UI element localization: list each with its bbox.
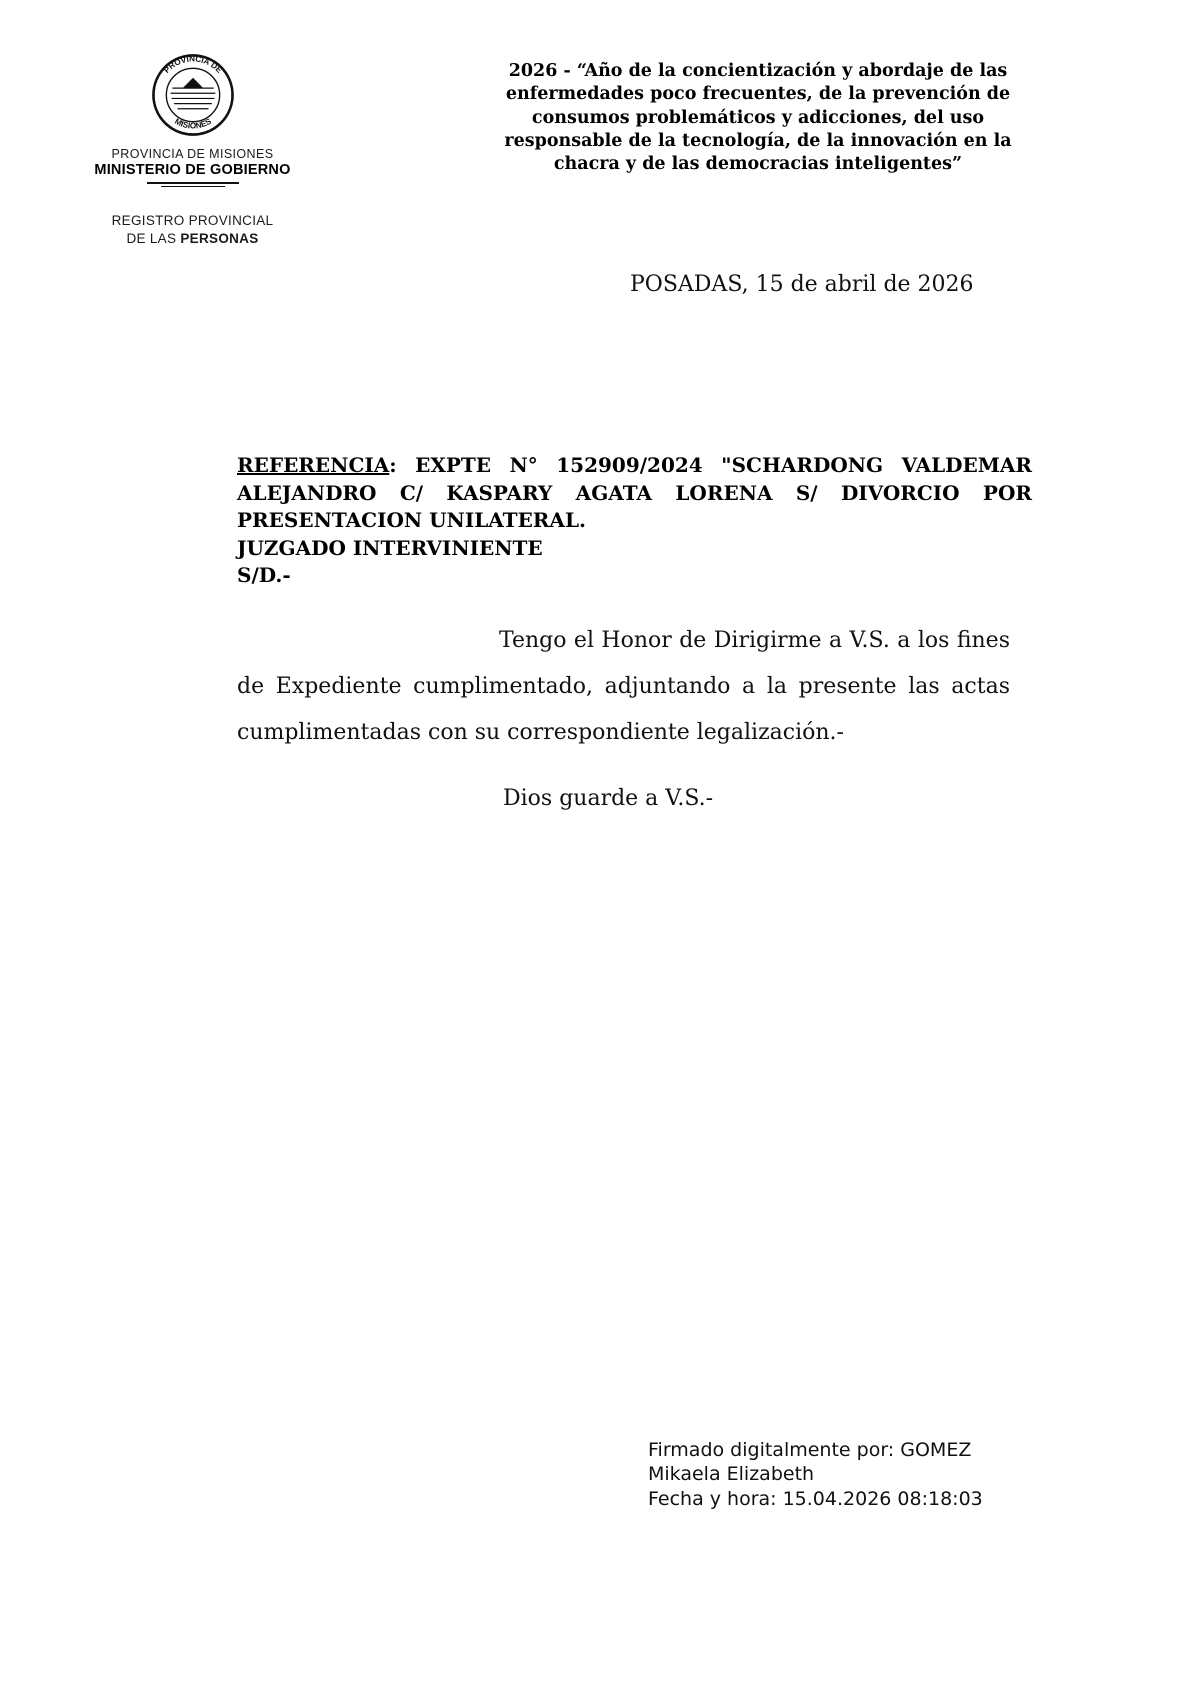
digital-signature-block bbox=[648, 1438, 983, 1511]
province-name: PROVINCIA DE MISIONES bbox=[111, 147, 274, 161]
reference-block bbox=[237, 452, 1032, 590]
registry-name-line2-bold: PERSONAS bbox=[180, 231, 259, 246]
reference-text: : EXPTE N° 152909/2024 "SCHARDONG VALDEMAR ALEJANDRO C/ KASPARY AGATA LORENA S/ DIVORCIO POR PRESENTACION UNILATERAL. bbox=[237, 453, 1032, 533]
date-line: POSADAS, 15 de abril de 2026 bbox=[630, 272, 974, 297]
reference-court-line: JUZGADO INTERVINIENTE bbox=[237, 535, 543, 560]
svg-text:PROVINCIA DE bbox=[162, 54, 224, 75]
provincial-seal-icon bbox=[150, 52, 236, 143]
header-divider bbox=[80, 182, 305, 187]
seal-top-text: PROVINCIA DE bbox=[161, 54, 224, 75]
body-paragraph: Tengo el Honor de Dirigirme a V.S. a los fines de Expediente cumplimentado, adjuntando a la presente las actas cumplimentadas con su correspondiente legalización.- bbox=[237, 628, 1010, 745]
header-left-block bbox=[80, 52, 305, 246]
reference-label: REFERENCIA bbox=[237, 453, 390, 477]
signature-line1: Firmado digitalmente por: GOMEZ bbox=[648, 1439, 972, 1461]
signature-line3: Fecha y hora: 15.04.2026 08:18:03 bbox=[648, 1487, 983, 1510]
year-motto: 2026 - “Año de la concientización y abordaje de las enfermedades poco frecuentes, de la prevención de consumos problemáticos y adicciones, del uso responsable de la tecnología, de la innovación en la chacra y de las democracias inteligentes” bbox=[504, 61, 1012, 175]
signature-line2: Mikaela Elizabeth bbox=[648, 1463, 815, 1486]
reference-sd-line: S/D.- bbox=[237, 563, 291, 588]
registry-name-line1: REGISTRO PROVINCIAL bbox=[111, 213, 274, 228]
registry-name-line2-normal: DE LAS bbox=[126, 231, 177, 246]
svg-text:MISIONES bbox=[173, 116, 213, 130]
closing-line: Dios guarde a V.S.- bbox=[503, 786, 714, 811]
seal-bottom-text: MISIONES bbox=[172, 116, 213, 131]
registry-name-line2 bbox=[80, 231, 305, 246]
reference-paragraph bbox=[237, 452, 1032, 535]
ministry-name: MINISTERIO DE GOBIERNO bbox=[94, 162, 291, 178]
